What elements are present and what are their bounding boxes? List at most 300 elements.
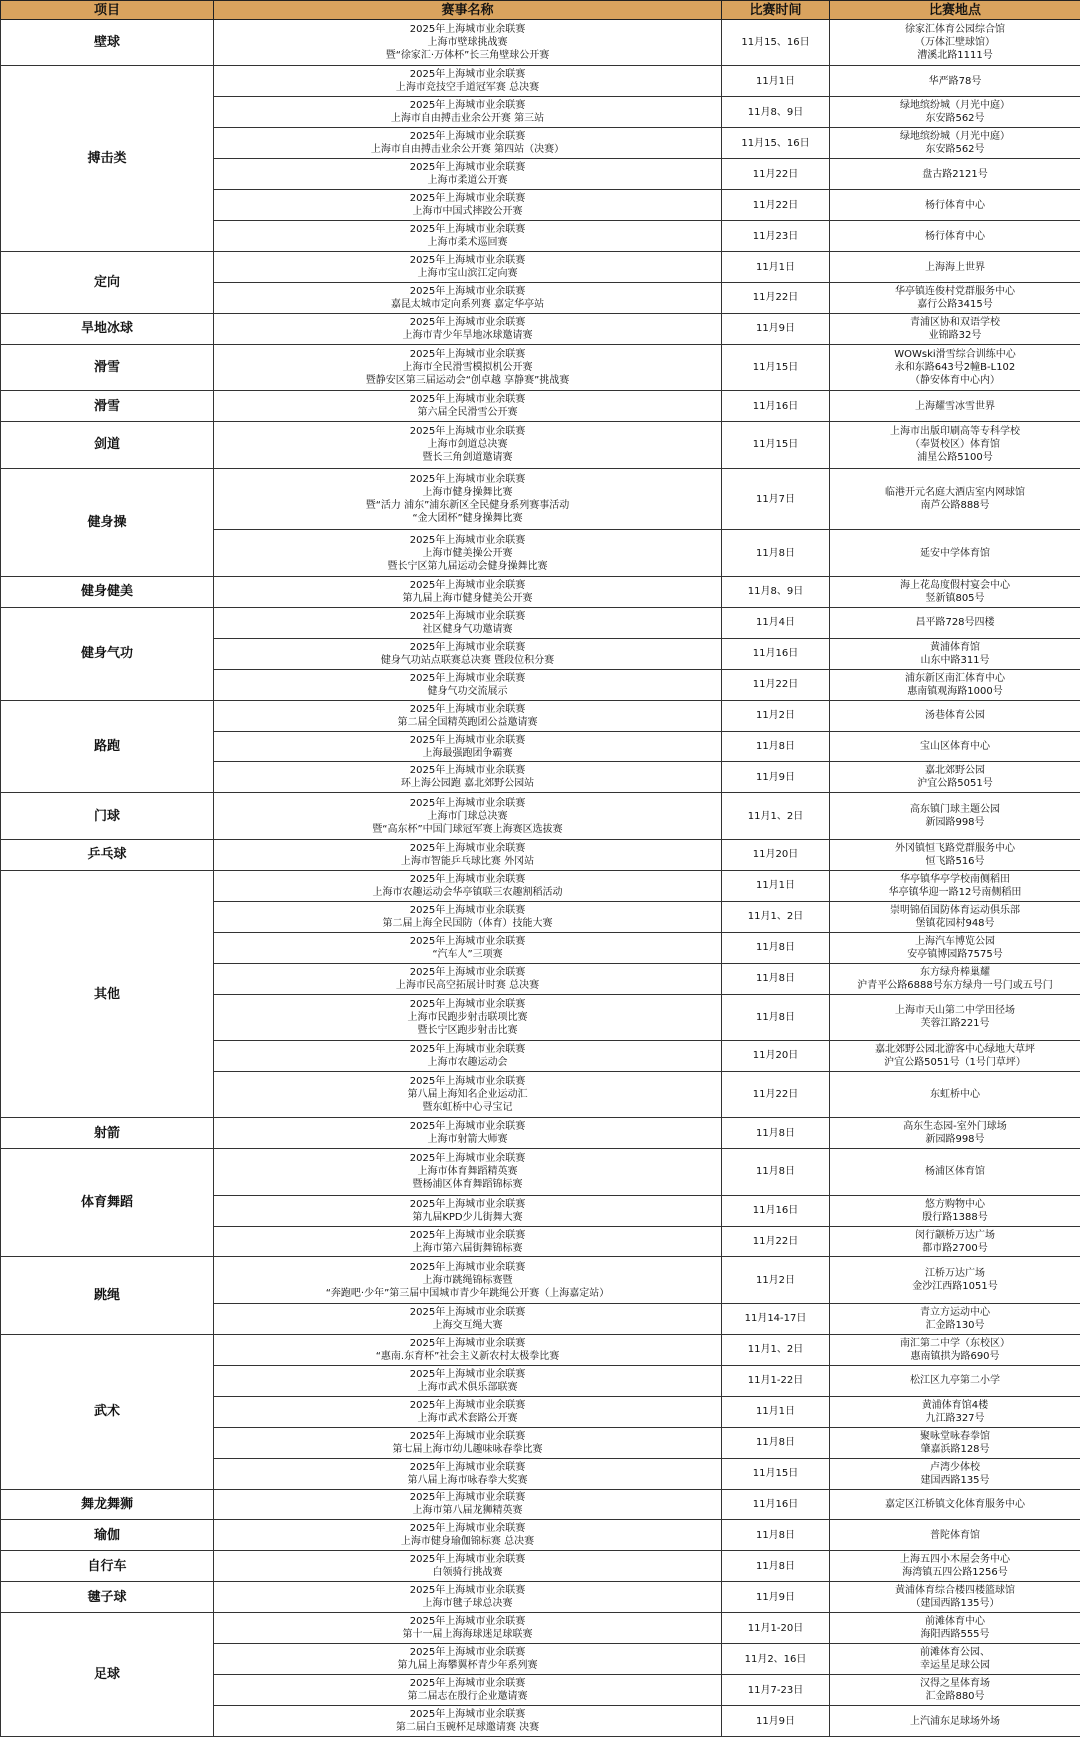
table-row <box>1 1489 1080 1520</box>
event-venue-line: 恒飞路516号 <box>925 855 985 867</box>
event-venue-cell <box>830 190 1080 221</box>
event-name-line: 2025年上海城市业余联赛 <box>409 1198 526 1210</box>
event-name-line: 上海市农趣运动会华亭镇联三农趣割稻活动 <box>372 886 563 898</box>
event-name-line: 上海市农趣运动会 <box>427 1056 508 1068</box>
event-name-line: 2025年上海城市业余联赛 <box>409 1678 526 1690</box>
event-name-cell <box>214 344 722 390</box>
event-venue-cell <box>830 468 1080 530</box>
event-venue-cell <box>830 1365 1080 1396</box>
event-venue-cell <box>830 391 1080 422</box>
event-name-line: 上海市柔术巡回赛 <box>427 237 508 249</box>
category-cell: 定向 <box>1 252 214 314</box>
table-row <box>1 344 1080 390</box>
event-venue-line: 前滩体育中心 <box>925 1616 985 1628</box>
table-row <box>1 1257 1080 1303</box>
event-name-cell <box>214 793 722 839</box>
event-name-line: “金大团杯”健身操舞比赛 <box>412 513 523 525</box>
event-venue-cell <box>830 669 1080 700</box>
event-venue-line: 殷行路1388号 <box>922 1211 988 1223</box>
event-time-cell: 11月1日 <box>722 1396 830 1427</box>
event-name-cell <box>214 839 722 870</box>
event-name-line: 上海市中国式摔跤公开赛 <box>412 206 523 218</box>
event-time-cell: 11月8日 <box>722 731 830 762</box>
event-venue-line: 黄浦体育馆4楼 <box>921 1399 989 1411</box>
event-venue-cell <box>830 159 1080 190</box>
event-name-cell <box>214 190 722 221</box>
event-time-cell: 11月15日 <box>722 344 830 390</box>
event-time-cell: 11月14-17日 <box>722 1303 830 1334</box>
event-time-cell: 11月22日 <box>722 1226 830 1257</box>
event-venue-cell <box>830 576 1080 607</box>
event-name-line: 环上海公园跑 嘉北郊野公园站 <box>400 778 535 790</box>
event-time-cell: 11月15、16日 <box>722 128 830 159</box>
event-name-line: 第八届上海市咏春拳大奖赛 <box>407 1474 528 1486</box>
event-venue-cell <box>830 700 1080 731</box>
event-venue-line: 松江区九亭第二小学 <box>910 1375 1000 1387</box>
event-name-line: 2025年上海城市业余联赛 <box>409 394 526 406</box>
category-cell: 足球 <box>1 1613 214 1737</box>
event-venue-line: 青立方运动中心 <box>920 1306 990 1318</box>
category-cell: 武术 <box>1 1334 214 1489</box>
event-name-cell <box>214 530 722 576</box>
category-cell: 壁球 <box>1 20 214 66</box>
event-name-line: 2025年上海城市业余联赛 <box>409 966 526 978</box>
event-venue-line: 华亭镇华亭学校南侧稻田 <box>900 873 1010 885</box>
event-name-line: 上海市武术套路公开赛 <box>417 1412 518 1424</box>
event-name-line: 上海市剑道总决赛 <box>427 439 508 451</box>
event-name-cell <box>214 1520 722 1551</box>
event-time-cell: 11月8日 <box>722 530 830 576</box>
event-time-cell: 11月1、2日 <box>722 1334 830 1365</box>
event-venue-cell <box>830 66 1080 97</box>
event-time-cell: 11月4日 <box>722 607 830 638</box>
event-name-cell <box>214 468 722 530</box>
event-name-cell <box>214 1644 722 1675</box>
event-venue-line: 堡镇花园村948号 <box>915 917 995 929</box>
event-name-cell <box>214 1551 722 1582</box>
event-venue-line: 海阳西路555号 <box>920 1629 990 1641</box>
category-cell: 旱地冰球 <box>1 313 214 344</box>
category-cell: 滑雪 <box>1 344 214 390</box>
event-name-line: 第二届白玉碗杯足球邀请赛 决赛 <box>395 1722 540 1734</box>
event-name-line: 上海交互绳大赛 <box>432 1319 503 1331</box>
table-row <box>1 870 1080 901</box>
event-name-line: 2025年上海城市业余联赛 <box>409 285 526 297</box>
event-name-cell <box>214 1582 722 1613</box>
event-name-line: 2025年上海城市业余联赛 <box>409 904 526 916</box>
event-name-line: 暨长宁区跑步射击比赛 <box>417 1024 518 1036</box>
event-name-cell <box>214 1118 722 1149</box>
event-name-line: 第二届上海全民国防（体育）技能大赛 <box>382 917 553 929</box>
event-name-cell <box>214 870 722 901</box>
event-name-line: 2025年上海城市业余联赛 <box>409 1523 526 1535</box>
event-name-line: 第六届全民滑雪公开赛 <box>417 407 518 419</box>
event-name-line: 上海市全民滑雪模拟机公开赛 <box>402 362 533 374</box>
event-name-line: 上海市第六届街舞锦标赛 <box>412 1242 523 1254</box>
event-name-line: 第九届上海攀翼杯青少年系列赛 <box>397 1660 538 1672</box>
event-name-cell <box>214 932 722 963</box>
event-name-line: 嘉昆太城市定向系列赛 嘉定华亭站 <box>390 298 545 310</box>
event-name-line: 2025年上海城市业余联赛 <box>409 224 526 236</box>
event-time-cell: 11月8日 <box>722 1551 830 1582</box>
event-venue-cell <box>830 1195 1080 1226</box>
event-name-line: 上海市健美操公开赛 <box>422 547 513 559</box>
event-venue-line: 嘉定区江桥镇文化体育服务中心 <box>885 1498 1025 1510</box>
event-name-line: 2025年上海城市业余联赛 <box>409 131 526 143</box>
event-venue-cell <box>830 422 1080 468</box>
event-name-cell <box>214 1706 722 1737</box>
table-row <box>1 1520 1080 1551</box>
event-name-line: 上海市宝山滨江定向赛 <box>417 268 518 279</box>
event-name-line: 白领骑行挑战赛 <box>432 1567 503 1579</box>
event-venue-line: 惠南镇观海路1000号 <box>907 685 1003 697</box>
event-name-line: 暨长三角剑道邀请赛 <box>422 452 513 464</box>
table-row <box>1 468 1080 530</box>
event-name-cell <box>214 963 722 994</box>
event-time-cell: 11月9日 <box>722 1582 830 1613</box>
event-name-cell <box>214 221 722 252</box>
event-venue-line: 嘉北郊野公园北游客中心绿地大草坪 <box>875 1043 1035 1055</box>
event-venue-cell <box>830 994 1080 1040</box>
event-venue-line: 汉得之星体育场 <box>920 1678 990 1690</box>
event-venue-line: 建国西路135号 <box>920 1474 990 1486</box>
header-category: 项目 <box>1 1 214 20</box>
event-name-line: 2025年上海城市业余联赛 <box>409 1043 526 1055</box>
event-time-cell: 11月9日 <box>722 762 830 793</box>
event-venue-cell <box>830 1303 1080 1334</box>
event-venue-line: 东方绿舟棒巢耀 <box>920 966 990 978</box>
table-row <box>1 1118 1080 1149</box>
event-venue-cell <box>830 282 1080 313</box>
event-name-line: 上海市体育舞蹈精英赛 <box>417 1166 518 1178</box>
event-time-cell: 11月1日 <box>722 66 830 97</box>
event-name-line: 2025年上海城市业余联赛 <box>409 672 526 684</box>
event-venue-line: 东安路562号 <box>925 144 985 156</box>
event-name-line: 2025年上海城市业余联赛 <box>409 193 526 205</box>
event-name-line: 上海市门球总决赛 <box>427 810 508 822</box>
event-name-line: 2025年上海城市业余联赛 <box>409 1153 526 1165</box>
event-venue-cell <box>830 530 1080 576</box>
event-name-line: 2025年上海城市业余联赛 <box>409 1585 526 1597</box>
event-name-cell <box>214 1365 722 1396</box>
event-time-cell: 11月8日 <box>722 1520 830 1551</box>
event-venue-line: 杨行体育中心 <box>925 199 985 211</box>
event-venue-cell <box>830 762 1080 793</box>
event-name-line: 2025年上海城市业余联赛 <box>409 1492 526 1504</box>
event-name-cell <box>214 282 722 313</box>
event-time-cell: 11月15、16日 <box>722 20 830 66</box>
event-venue-cell <box>830 1118 1080 1149</box>
event-name-cell <box>214 252 722 283</box>
category-cell: 自行车 <box>1 1551 214 1582</box>
event-venue-cell <box>830 1427 1080 1458</box>
event-name-line: “奔跑吧·少年”第三届中国城市青少年跳绳公开赛（上海嘉定站） <box>325 1287 610 1299</box>
event-name-line: 上海市自由搏击业余公开赛 第三站 <box>390 113 545 125</box>
event-venue-line: 华亭镇华迎一路12号南侧稻田 <box>888 886 1022 898</box>
event-time-cell: 11月22日 <box>722 1071 830 1117</box>
event-time-cell: 11月15日 <box>722 422 830 468</box>
event-name-line: 2025年上海城市业余联赛 <box>409 1647 526 1659</box>
event-name-cell <box>214 66 722 97</box>
event-time-cell: 11月2日 <box>722 1257 830 1303</box>
event-name-line: 第二届全国精英跑团公益邀请赛 <box>397 716 538 728</box>
event-venue-line: 上汽浦东足球场外场 <box>910 1715 1000 1727</box>
event-name-cell <box>214 159 722 190</box>
event-time-cell: 11月8日 <box>722 1427 830 1458</box>
event-name-line: 上海最强跑团争霸赛 <box>422 747 513 759</box>
event-venue-cell <box>830 839 1080 870</box>
event-name-line: 2025年上海城市业余联赛 <box>409 349 526 361</box>
event-time-cell: 11月22日 <box>722 282 830 313</box>
event-venue-cell <box>830 313 1080 344</box>
event-venue-cell <box>830 793 1080 839</box>
event-name-line: 2025年上海城市业余联赛 <box>409 1306 526 1318</box>
event-time-cell: 11月1-22日 <box>722 1365 830 1396</box>
event-name-line: 暨“活力 浦东”浦东新区全民健身系列赛事活动 <box>365 500 570 512</box>
event-time-cell: 11月16日 <box>722 1195 830 1226</box>
category-cell: 剑道 <box>1 422 214 468</box>
event-venue-line: 崇明锦佰国防体育运动俱乐部 <box>890 904 1020 916</box>
event-venue-line: （奉贤校区）体育馆 <box>910 439 1000 451</box>
event-name-line: 上海市毽子球总决赛 <box>422 1598 513 1610</box>
event-name-line: 2025年上海城市业余联赛 <box>409 1616 526 1628</box>
event-venue-line: 永和东路643号2幢B-L102 <box>894 362 1016 374</box>
event-venue-cell <box>830 1551 1080 1582</box>
event-name-cell <box>214 1489 722 1520</box>
category-cell: 门球 <box>1 793 214 839</box>
event-name-cell <box>214 422 722 468</box>
event-name-cell <box>214 1040 722 1071</box>
event-name-line: 2025年上海城市业余联赛 <box>409 534 526 546</box>
event-venue-line: 杨行体育中心 <box>925 230 985 242</box>
event-name-line: 2025年上海城市业余联赛 <box>409 1399 526 1411</box>
event-venue-line: 海上花岛度假村宴会中心 <box>900 579 1010 591</box>
event-venue-line: 临港开元名庭大酒店室内网球馆 <box>885 487 1025 499</box>
event-venue-line: 东虹桥中心 <box>930 1089 980 1101</box>
event-venue-line: 徐家汇体育公园综合馆 <box>905 24 1005 36</box>
event-name-line: 2025年上海城市业余联赛 <box>409 1261 526 1273</box>
event-time-cell: 11月1-20日 <box>722 1613 830 1644</box>
event-venue-line: 南汇第二中学（东校区） <box>900 1337 1010 1349</box>
event-venue-cell <box>830 1706 1080 1737</box>
event-venue-cell <box>830 1644 1080 1675</box>
category-cell: 瑜伽 <box>1 1520 214 1551</box>
event-venue-cell <box>830 252 1080 283</box>
event-venue-line: 沪青平公路6888号东方绿舟一号门或五号门 <box>857 979 1053 991</box>
event-time-cell: 11月8日 <box>722 994 830 1040</box>
event-name-line: 2025年上海城市业余联赛 <box>409 1229 526 1241</box>
event-time-cell: 11月1、2日 <box>722 793 830 839</box>
table-row <box>1 1613 1080 1644</box>
table-row <box>1 252 1080 283</box>
event-time-cell: 11月8日 <box>722 1118 830 1149</box>
event-name-line: 2025年上海城市业余联赛 <box>409 579 526 591</box>
event-name-line: 上海市健身操舞比赛 <box>422 487 513 499</box>
event-name-cell <box>214 669 722 700</box>
event-venue-line: 嘉北郊野公园 <box>925 765 985 777</box>
event-venue-line: 昌平路728号四楼 <box>915 617 995 629</box>
event-venue-line: 汇金路130号 <box>925 1319 985 1331</box>
event-time-cell: 11月20日 <box>722 839 830 870</box>
event-venue-line: 悠方购物中心 <box>925 1198 985 1210</box>
event-venue-line: 延安中学体育馆 <box>920 547 990 559</box>
event-time-cell: 11月8、9日 <box>722 576 830 607</box>
event-time-cell: 11月16日 <box>722 638 830 669</box>
event-name-line: 2025年上海城市业余联赛 <box>409 1709 526 1721</box>
table-row <box>1 576 1080 607</box>
event-venue-cell <box>830 221 1080 252</box>
table-row <box>1 20 1080 66</box>
event-name-line: 2025年上海城市业余联赛 <box>409 426 526 438</box>
event-venue-cell <box>830 97 1080 128</box>
event-name-cell <box>214 762 722 793</box>
event-venue-line: 嘉行公路3415号 <box>917 298 993 310</box>
event-venue-line: 外冈镇恒飞路党群服务中心 <box>895 842 1015 854</box>
event-name-line: 上海市跳绳锦标赛暨 <box>422 1274 513 1286</box>
event-time-cell: 11月15日 <box>722 1458 830 1489</box>
event-name-line: 上海市第八届龙狮精英赛 <box>412 1505 523 1517</box>
category-cell: 乒乓球 <box>1 839 214 870</box>
event-venue-cell <box>830 870 1080 901</box>
event-time-cell: 11月9日 <box>722 1706 830 1737</box>
event-name-line: 2025年上海城市业余联赛 <box>409 610 526 622</box>
event-venue-line: 宝山区体育中心 <box>920 741 990 753</box>
event-venue-line: 上海市出版印刷高等专科学校 <box>890 426 1020 438</box>
event-venue-line: 山东中路311号 <box>920 654 990 666</box>
event-name-cell <box>214 638 722 669</box>
category-cell: 毽子球 <box>1 1582 214 1613</box>
table-row <box>1 607 1080 638</box>
event-venue-line: 绿地缤纷城（月光中庭） <box>900 131 1010 143</box>
event-venue-line: 金沙江西路1051号 <box>912 1281 998 1293</box>
event-venue-cell <box>830 1149 1080 1195</box>
event-name-line: 健身气功站点联赛总决赛 暨段位积分赛 <box>380 654 555 666</box>
event-venue-cell <box>830 1582 1080 1613</box>
event-name-line: 2025年上海城市业余联赛 <box>409 765 526 777</box>
event-venue-cell <box>830 344 1080 390</box>
event-venue-cell <box>830 1396 1080 1427</box>
event-venue-cell <box>830 1520 1080 1551</box>
event-name-cell <box>214 313 722 344</box>
event-venue-line: 黄浦体育综合楼四楼篮球馆 <box>895 1585 1015 1597</box>
event-venue-cell <box>830 638 1080 669</box>
event-time-cell: 11月7-23日 <box>722 1675 830 1706</box>
table-row <box>1 839 1080 870</box>
event-venue-line: 沪宜公路5051号（1号门草坪） <box>884 1056 1026 1068</box>
event-name-cell <box>214 1149 722 1195</box>
event-name-line: “汽车人”三项赛 <box>432 948 503 960</box>
category-cell: 滑雪 <box>1 391 214 422</box>
event-name-line: 2025年上海城市业余联赛 <box>409 100 526 112</box>
event-venue-line: （静安体育中心内） <box>910 375 1000 387</box>
event-name-line: 上海市智能乒乓球比赛 外冈站 <box>400 855 535 867</box>
event-name-line: 上海市青少年旱地冰球邀请赛 <box>402 329 533 341</box>
event-venue-line: 都市路2700号 <box>922 1242 988 1254</box>
event-venue-cell <box>830 901 1080 932</box>
event-name-cell <box>214 1195 722 1226</box>
event-venue-line: 上海五四小木屋会务中心 <box>900 1554 1010 1566</box>
event-name-line: 暨东虹桥中心寻宝记 <box>422 1102 513 1114</box>
event-name-line: 2025年上海城市业余联赛 <box>409 873 526 885</box>
table-row <box>1 1582 1080 1613</box>
event-venue-line: 漕溪北路1111号 <box>917 50 993 62</box>
event-name-cell <box>214 1613 722 1644</box>
event-venue-cell <box>830 1040 1080 1071</box>
event-name-cell <box>214 1071 722 1117</box>
event-venue-line: 高东镇门球主题公园 <box>910 804 1000 816</box>
category-cell: 体育舞蹈 <box>1 1149 214 1257</box>
event-venue-cell <box>830 1334 1080 1365</box>
event-venue-line: （万体汇壁球馆） <box>915 37 995 49</box>
event-name-cell <box>214 128 722 159</box>
event-name-line: 2025年上海城市业余联赛 <box>409 842 526 854</box>
category-cell: 健身操 <box>1 468 214 576</box>
event-name-line: 上海市竞技空手道冠军赛 总决赛 <box>395 82 540 94</box>
event-name-cell <box>214 700 722 731</box>
event-venue-line: 肇嘉浜路128号 <box>920 1443 990 1455</box>
event-time-cell: 11月2、16日 <box>722 1644 830 1675</box>
event-name-line: 2025年上海城市业余联赛 <box>409 1076 526 1088</box>
category-cell: 舞龙舞狮 <box>1 1489 214 1520</box>
event-time-cell: 11月8、9日 <box>722 97 830 128</box>
event-name-line: 2025年上海城市业余联赛 <box>409 24 526 36</box>
event-name-line: “惠南.东育杯”社会主义新农村太极拳比赛 <box>375 1350 560 1362</box>
event-name-line: 上海市民跑步射击联项比赛 <box>407 1011 528 1023</box>
event-time-cell: 11月7日 <box>722 468 830 530</box>
event-venue-line: 汤巷体育公园 <box>925 710 985 722</box>
event-venue-line: 南芦公路888号 <box>920 500 990 512</box>
event-venue-line: 黄浦体育馆 <box>930 641 980 653</box>
event-time-cell: 11月1、2日 <box>722 901 830 932</box>
event-venue-line: 业锦路32号 <box>928 329 982 341</box>
event-name-cell <box>214 20 722 66</box>
event-name-cell <box>214 731 722 762</box>
event-venue-line: 海湾镇五四公路1256号 <box>902 1567 1008 1579</box>
event-venue-line: 卢湾少体校 <box>930 1461 980 1473</box>
event-name-line: 上海市壁球挑战赛 <box>427 37 508 49</box>
event-name-cell <box>214 391 722 422</box>
event-name-line: 社区健身气功邀请赛 <box>422 623 513 635</box>
event-name-line: 2025年上海城市业余联赛 <box>409 474 526 486</box>
event-venue-line: 东安路562号 <box>925 113 985 125</box>
table-row <box>1 700 1080 731</box>
table-row <box>1 422 1080 468</box>
header-venue: 比赛地点 <box>830 1 1080 20</box>
event-name-line: 上海市民高空拓展计时赛 总决赛 <box>395 979 540 991</box>
event-name-cell <box>214 97 722 128</box>
event-name-line: 暨静安区第三届运动会“创卓越 享静赛”挑战赛 <box>365 375 570 387</box>
event-name-cell <box>214 1427 722 1458</box>
event-time-cell: 11月8日 <box>722 932 830 963</box>
event-name-line: 暨“高东杯”中国门球冠军赛上海赛区选拔赛 <box>372 823 563 835</box>
category-cell: 射箭 <box>1 1118 214 1149</box>
event-time-cell: 11月23日 <box>722 221 830 252</box>
event-time-cell: 11月22日 <box>722 190 830 221</box>
event-name-line: 2025年上海城市业余联赛 <box>409 316 526 328</box>
event-time-cell: 11月22日 <box>722 159 830 190</box>
event-venue-line: 浦东新区南汇体育中心 <box>905 672 1005 684</box>
category-cell: 健身气功 <box>1 607 214 700</box>
event-name-line: 2025年上海城市业余联赛 <box>409 1430 526 1442</box>
event-venue-line: 上海汽车博览公园 <box>915 935 995 947</box>
event-venue-line: 上海海上世界 <box>925 261 985 273</box>
event-name-cell <box>214 1396 722 1427</box>
event-name-line: 上海市射箭大师赛 <box>427 1134 508 1146</box>
category-cell: 健身健美 <box>1 576 214 607</box>
event-name-line: 第十一届上海海球迷足球联赛 <box>402 1629 533 1641</box>
event-venue-line: 普陀体育馆 <box>930 1529 980 1541</box>
event-venue-line: 盘古路2121号 <box>922 168 988 180</box>
